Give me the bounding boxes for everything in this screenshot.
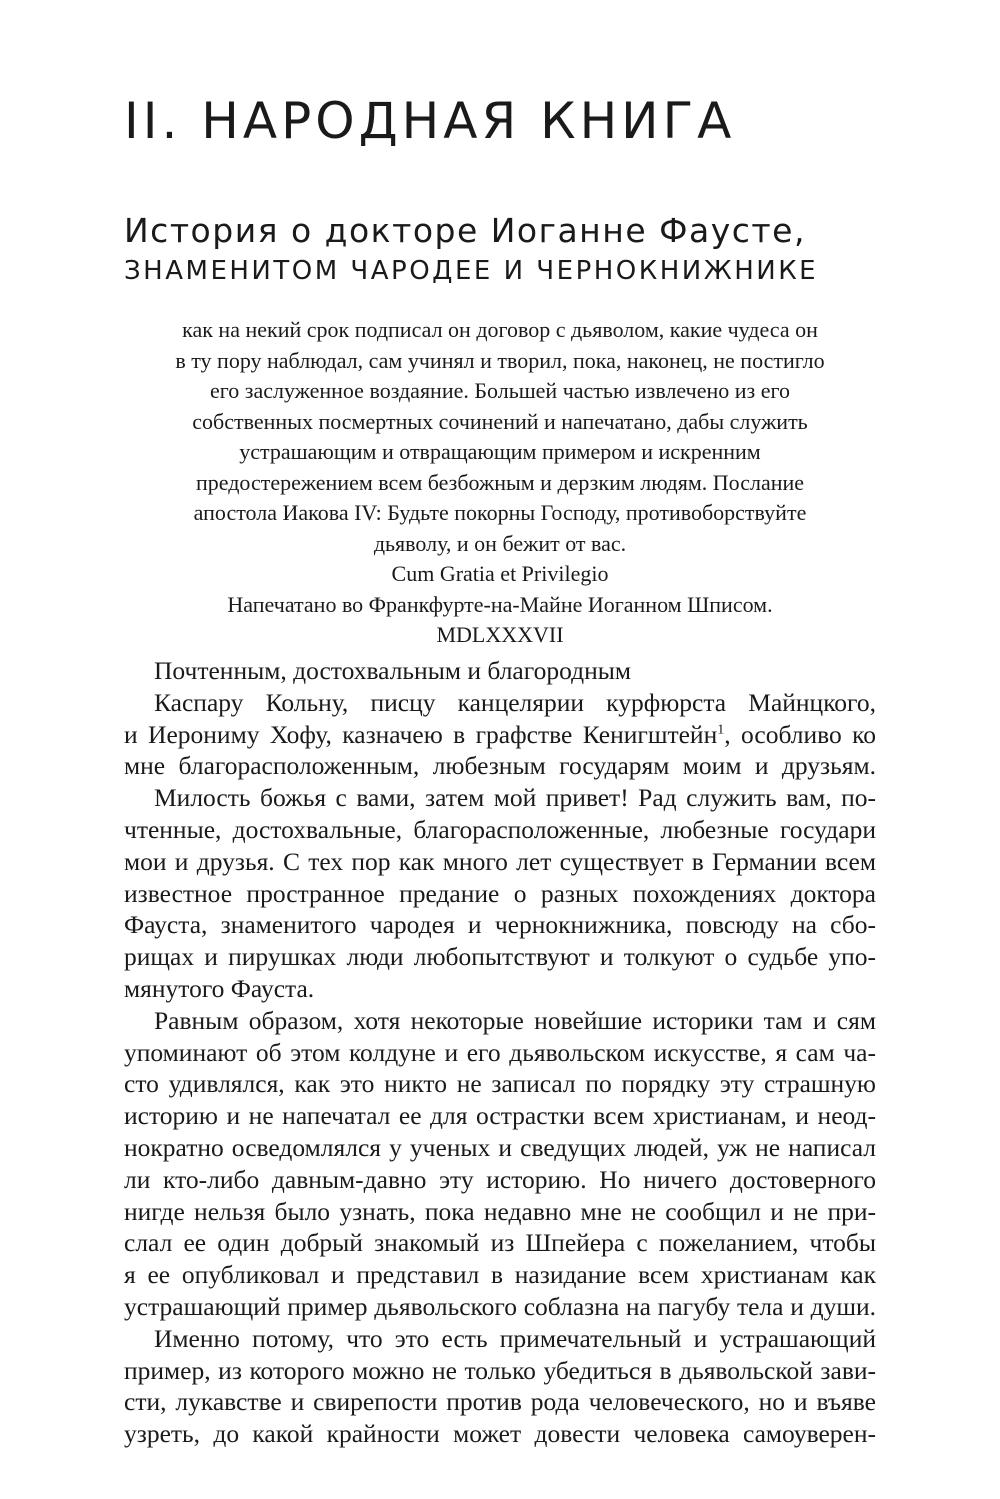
body-line: пример, из которого можно не только убедиться в дьявольской зави- — [124, 1355, 876, 1385]
book-title-line-1: История о докторе Иоганне Фаусте, — [124, 211, 806, 250]
body-line: рищах и пирушках люди любопытствуют и толкуют о судьбе упо- — [124, 942, 876, 972]
body-line: сто удивлялся, как это никто не записал по порядку эту страшную — [124, 1069, 876, 1099]
subtitle-line: как на некий срок подписал он договор с дьяволом, какие чудеса он — [182, 317, 818, 342]
body-line-text: и Иерониму Хофу, казначею в графстве Кенигштейн — [124, 719, 718, 749]
body-line: чтенные, достохвальные, благорасположенные, любезные государи — [124, 814, 876, 844]
body-line: я ее опубликовал и представил в назидание всем христианам как — [124, 1260, 876, 1290]
title-page-block — [124, 315, 876, 651]
subtitle-line: дьяволу, и он бежит от вас. — [373, 530, 627, 556]
body-line: упоминают об этом колдуне и его дьявольском искусстве, я сам ча- — [124, 1037, 876, 1067]
body-line — [124, 719, 876, 751]
body-line: ли кто-либо давным-давно эту историю. Но ничего достоверного — [124, 1164, 876, 1194]
printed-line: Напечатано во Франкфурте-на-Майне Иоганном Шписом. — [227, 591, 773, 617]
body-line-text: , особливо ко — [724, 719, 876, 749]
footnote-marker: 1 — [717, 722, 725, 738]
body-line: узреть, до какой крайности может довести человека самоуверен- — [124, 1419, 876, 1449]
book-title-line-2: ЗНАМЕНИТОМ ЧАРОДЕЕ И ЧЕРНОКНИЖНИКЕ — [124, 256, 819, 287]
body-line: мои и друзья. С тех пор как много лет существует в Германии всем — [124, 846, 876, 876]
subtitle-line: в ту пору наблюдал, сам учинял и творил, пока, наконец, не постигло — [175, 347, 825, 373]
subtitle-line: устрашающим и отвращающим примером и искренним — [239, 439, 761, 464]
body-line: Каспару Кольну, писцу канцелярии курфюрста Майнцкого, — [154, 687, 876, 717]
body-line: известное пространное предание о разных похождениях доктора — [124, 878, 876, 908]
body-line: слал ее один добрый знакомый из Шпейера с пожеланием, чтобы — [124, 1228, 876, 1258]
year-line: MDLXXXVII — [436, 622, 564, 647]
body-line: Именно потому, что это есть примечательный и устрашающий — [154, 1323, 876, 1353]
subtitle-line: его заслуженное воздаяние. Большей частью извлечено из его — [210, 378, 790, 403]
body-line: историю и не напечатал ее для острастки всем христианам, и неод- — [124, 1101, 876, 1131]
body-line: Равным образом, хотя некоторые новейшие историки там и сям — [154, 1005, 876, 1035]
body-line: Фауста, знаменитого чародея и чернокнижника, повсюду на сбо- — [124, 910, 876, 940]
body-line: сти, лукавстве и свирепости против рода человеческого, но и въяве — [124, 1387, 876, 1417]
body-line: нократно осведомлялся у ученых и сведущих людей, уж не написал — [124, 1132, 876, 1162]
body-line: мне благорасположенным, любезным государям моим и друзьям. — [124, 751, 876, 781]
subtitle-line: собственных посмертных сочинений и напечатано, дабы служить — [192, 408, 808, 434]
body-line: Милость божья с вами, затем мой привет! Рад служить вам, по- — [154, 783, 876, 813]
dedication-text — [124, 655, 876, 1450]
body-line: нигде нельзя было узнать, пока недавно мне не сообщил и не при- — [124, 1196, 876, 1226]
subtitle-line: предостережением всем безбожным и дерзким людям. Послание — [195, 469, 805, 495]
privilege-line: Cum Gratia et Privilegio — [391, 561, 609, 586]
chapter-title: II. НАРОДНАЯ КНИГА — [124, 92, 736, 150]
body-line: мянутого Фауста. — [124, 973, 315, 1003]
body-line: устрашающий пример дьявольского соблазна на пагубу тела и души. — [124, 1291, 876, 1321]
subtitle-line: апостола Иакова IV: Будьте покорны Господу, противоборствуйте — [193, 500, 807, 525]
body-line: Почтенным, достохвальным и благородным — [154, 656, 631, 685]
book-title — [124, 213, 818, 286]
